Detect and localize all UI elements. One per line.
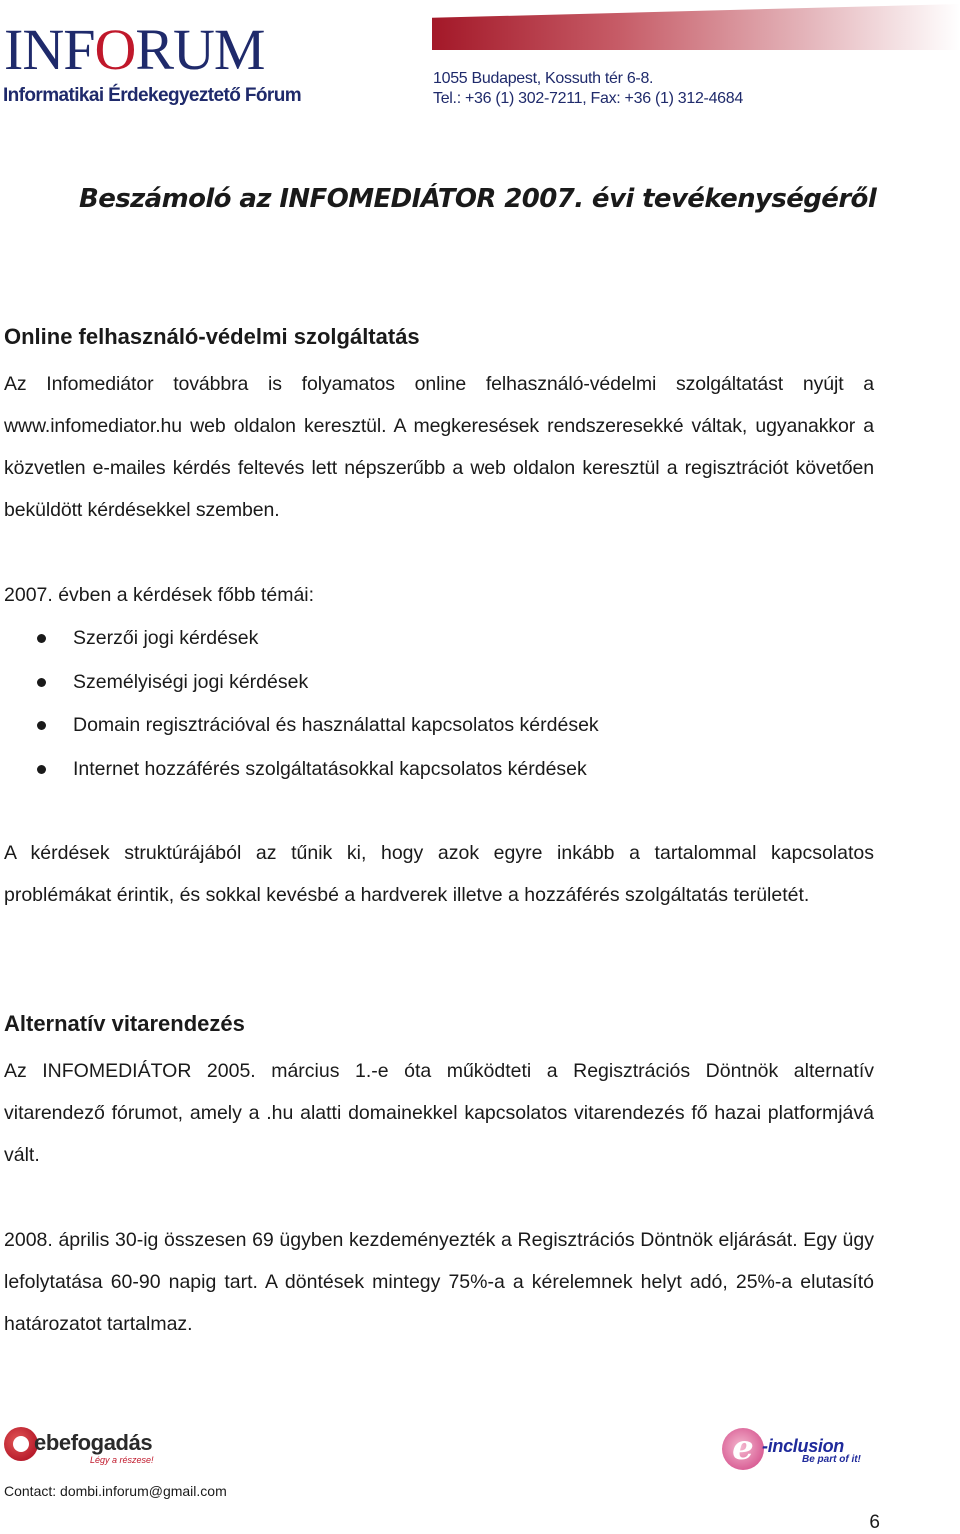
list-item-text: Személyiségi jogi kérdések (73, 670, 309, 693)
inforum-logo (4, 17, 294, 82)
section1-paragraph: Az Infomediátor továbbra is folyamatos online felhasználó-védelmi szolgáltatást nyújt a www.infomediator.hu web oldalon keresztül. A megkeresések rendszeresekké váltak, ugyanakkor a közvetlen e-mailes kérdés feltevés lett népszerűbb a web oldalon keresztül a regisztrációt követően beküldött kérdésekkel szemben. (4, 373, 874, 521)
contact-phone-fax: Tel.: +36 (1) 302-7211, Fax: +36 (1) 312-4684 (433, 90, 743, 107)
section2-paragraph2: 2008. április 30-ig összesen 69 ügyben kezdeményezték a Regisztrációs Döntnök eljárását. Egy ügy lefolytatása 60-90 napig tart. A döntések mintegy 75%-a a kérelemnek helyt adó, 25%-a elutasító határozatot tartalmaz. (4, 1229, 874, 1335)
list-item (36, 704, 876, 748)
logo-o-mark: O (94, 17, 136, 82)
list-item-text: Szerzői jogi kérdések (73, 627, 259, 649)
list-item (36, 748, 876, 792)
bullet-icon (37, 765, 46, 774)
page-number: 6 (869, 1512, 880, 1533)
ebefogadas-tagline: Légy a részese! (90, 1455, 154, 1465)
contact-email: Contact: dombi.inforum@gmail.com (4, 1483, 227, 1499)
logo-text-part: RUM (135, 17, 265, 82)
document-title: Beszámoló az INFOMEDIÁTOR 2007. évi tevékenységéről (79, 184, 877, 214)
bullet-icon (37, 634, 46, 643)
header-decorative-band (432, 4, 960, 50)
einclusion-logo (722, 1426, 872, 1474)
bullet-icon (37, 721, 46, 730)
section-heading-online-protection: Online felhasználó-védelmi szolgáltatás (4, 324, 420, 349)
address-line: 1055 Budapest, Kossuth tér 6-8. (433, 70, 654, 87)
einclusion-logo-text: -inclusion (762, 1436, 844, 1456)
einclusion-tagline: Be part of it! (802, 1454, 861, 1465)
topics-intro: 2007. évben a kérdések főbb témái: (4, 584, 315, 606)
list-item-text: Domain regisztrációval és használattal kapcsolatos kérdések (73, 714, 599, 737)
section1-closing-paragraph: A kérdések struktúrájából az tűnik ki, hogy azok egyre inkább a tartalommal kapcsolatos problémákat érintik, és sokkal kevésbé a hardverek illetve a hozzáférés szolgáltatás területét. (4, 842, 874, 906)
logo-text-part: INF (4, 17, 95, 82)
list-item-text: Internet hozzáférés szolgáltatásokkal kapcsolatos kérdések (73, 757, 587, 780)
ebefogadas-circle-icon (4, 1427, 38, 1461)
ebefogadas-logo (4, 1425, 164, 1467)
list-item (36, 661, 876, 705)
logo-subtitle: Informatikai Érdekegyeztető Fórum (3, 85, 301, 106)
einclusion-e-icon: e (722, 1428, 764, 1470)
bullet-icon (37, 678, 46, 687)
section-heading-dispute-resolution: Alternatív vitarendezés (4, 1011, 245, 1036)
section2-paragraph1: Az INFOMEDIÁTOR 2005. március 1.-e óta működteti a Regisztrációs Döntnök alternatív vitarendező fórumot, amely a .hu alatti domainekkel kapcsolatos vitarendezés fő hazai platformjává vált. (4, 1060, 874, 1166)
topics-list (36, 617, 876, 791)
ebefogadas-logo-text: ebefogadás (34, 1430, 153, 1455)
list-item (36, 617, 876, 661)
